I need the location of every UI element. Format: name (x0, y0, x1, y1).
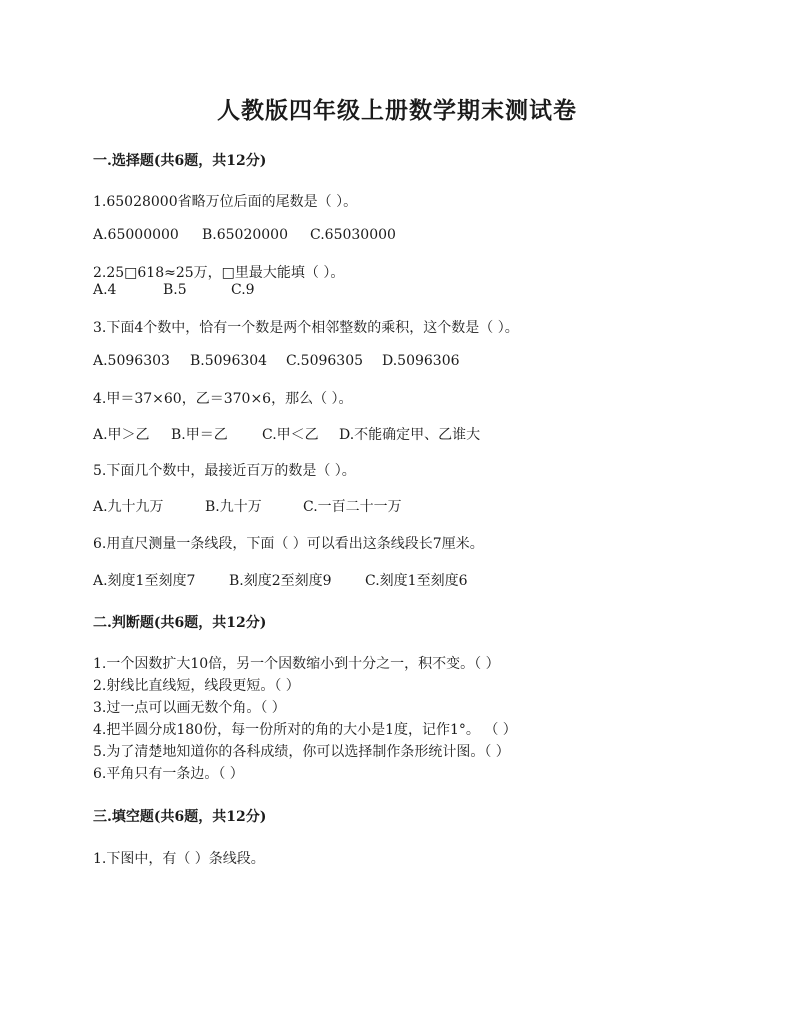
judge-item-6: 6.平角只有一条边。（ ） (93, 766, 244, 782)
section-heading-judge: 二.判断题(共6题，共12分) (93, 615, 267, 631)
option-c: C.刻度1至刻度6 (365, 573, 468, 589)
page-title: 人教版四年级上册数学期末测试卷 (217, 97, 577, 124)
section-heading-choice: 一.选择题(共6题，共12分) (93, 153, 267, 169)
option-c: C.65030000 (310, 227, 396, 243)
question-6-options (93, 570, 467, 590)
question-3-options (93, 353, 460, 369)
option-b: B.九十万 (205, 499, 262, 515)
option-b: B.刻度2至刻度9 (229, 573, 332, 589)
option-a: A.65000000 (93, 227, 179, 243)
judge-item-1: 1.一个因数扩大10倍，另一个因数缩小到十分之一，积不变。（ ） (93, 656, 500, 672)
option-c: C.甲＜乙 (262, 427, 319, 443)
question-4-options (93, 424, 480, 444)
question-5-options (93, 496, 402, 516)
option-a: A.4 (93, 282, 117, 298)
option-a: A.5096303 (93, 353, 170, 369)
question-1-text: 1.65028000省略万位后面的尾数是（ ）。 (93, 194, 358, 210)
question-6-text: 6.用直尺测量一条线段，下面（ ）可以看出这条线段长7厘米。 (93, 536, 484, 552)
question-2-options (93, 282, 255, 298)
option-d: D.5096306 (382, 353, 460, 369)
judge-item-5: 5.为了清楚地知道你的各科成绩，你可以选择制作条形统计图。（ ） (93, 744, 510, 760)
option-b: B.5 (163, 282, 187, 298)
question-1-options (93, 227, 396, 243)
option-a: A.甲＞乙 (93, 427, 150, 443)
fill-item-1: 1.下图中，有（ ）条线段。 (93, 851, 265, 867)
option-c: C.9 (231, 282, 255, 298)
question-3-text: 3.下面4个数中，恰有一个数是两个相邻整数的乘积，这个数是（ ）。 (93, 320, 519, 336)
section-heading-fill: 三.填空题(共6题，共12分) (93, 809, 267, 825)
option-b: B.甲＝乙 (171, 427, 228, 443)
option-a: A.九十九万 (93, 499, 164, 515)
option-c: C.5096305 (286, 353, 364, 369)
option-b: B.65020000 (202, 227, 288, 243)
option-d: D.不能确定甲、乙谁大 (339, 427, 481, 443)
question-2-text: 2.25□618≈25万，□里最大能填（ ）。 (93, 265, 345, 281)
option-a: A.刻度1至刻度7 (93, 573, 196, 589)
option-c: C.一百二十一万 (303, 499, 402, 515)
question-4-text: 4.甲＝37×60，乙＝370×6，那么（ ）。 (93, 391, 353, 407)
judge-item-3: 3.过一点可以画无数个角。（ ） (93, 700, 286, 716)
judge-item-2: 2.射线比直线短，线段更短。（ ） (93, 678, 300, 694)
option-b: B.5096304 (190, 353, 268, 369)
judge-item-4: 4.把半圆分成180份，每一份所对的角的大小是1度，记作1°。 （ ） (93, 722, 517, 738)
question-5-text: 5.下面几个数中，最接近百万的数是（ ）。 (93, 463, 356, 479)
